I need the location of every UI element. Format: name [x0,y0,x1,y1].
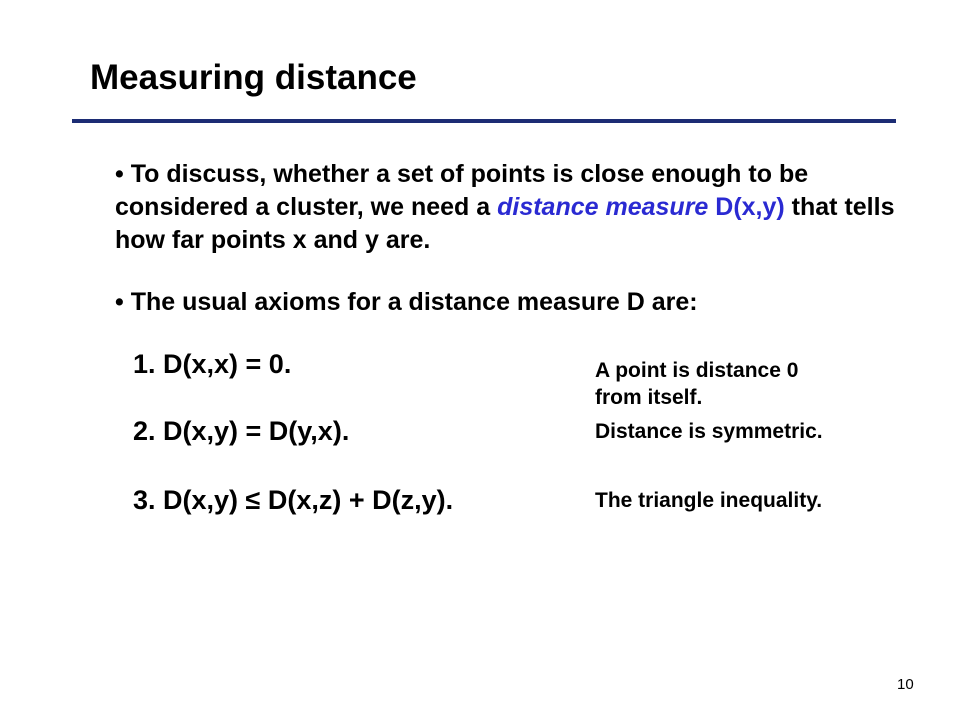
bullet-1-prefix: • To discuss, whether a set of points is close enough to be considered a cluster, we need a [115,160,809,221]
slide-title: Measuring distance [90,58,417,97]
axiom-2-formula: 2. D(x,y) = D(y,x). [133,416,350,446]
title-underline [72,119,896,123]
bullet-1-term-italic: distance measure [497,193,709,221]
axiom-1-note: A point is distance 0 from itself. [595,359,799,409]
page-number: 10 [897,676,914,693]
bullet-1-suffix: that tells how far points x and y are. [115,193,895,254]
axiom-2-note: Distance is symmetric. [595,420,823,443]
axiom-3-note: The triangle inequality. [595,489,823,512]
axiom-3-formula: 3. D(x,y) ≤ D(x,z) + D(z,y). [133,485,454,515]
bullet-axioms-intro: • The usual axioms for a distance measure D are: [115,288,698,316]
bullet-1-term-plain: D(x,y) [708,193,785,221]
axiom-1-formula: 1. D(x,x) = 0. [133,349,292,379]
bullet-cluster-distance [115,158,925,257]
